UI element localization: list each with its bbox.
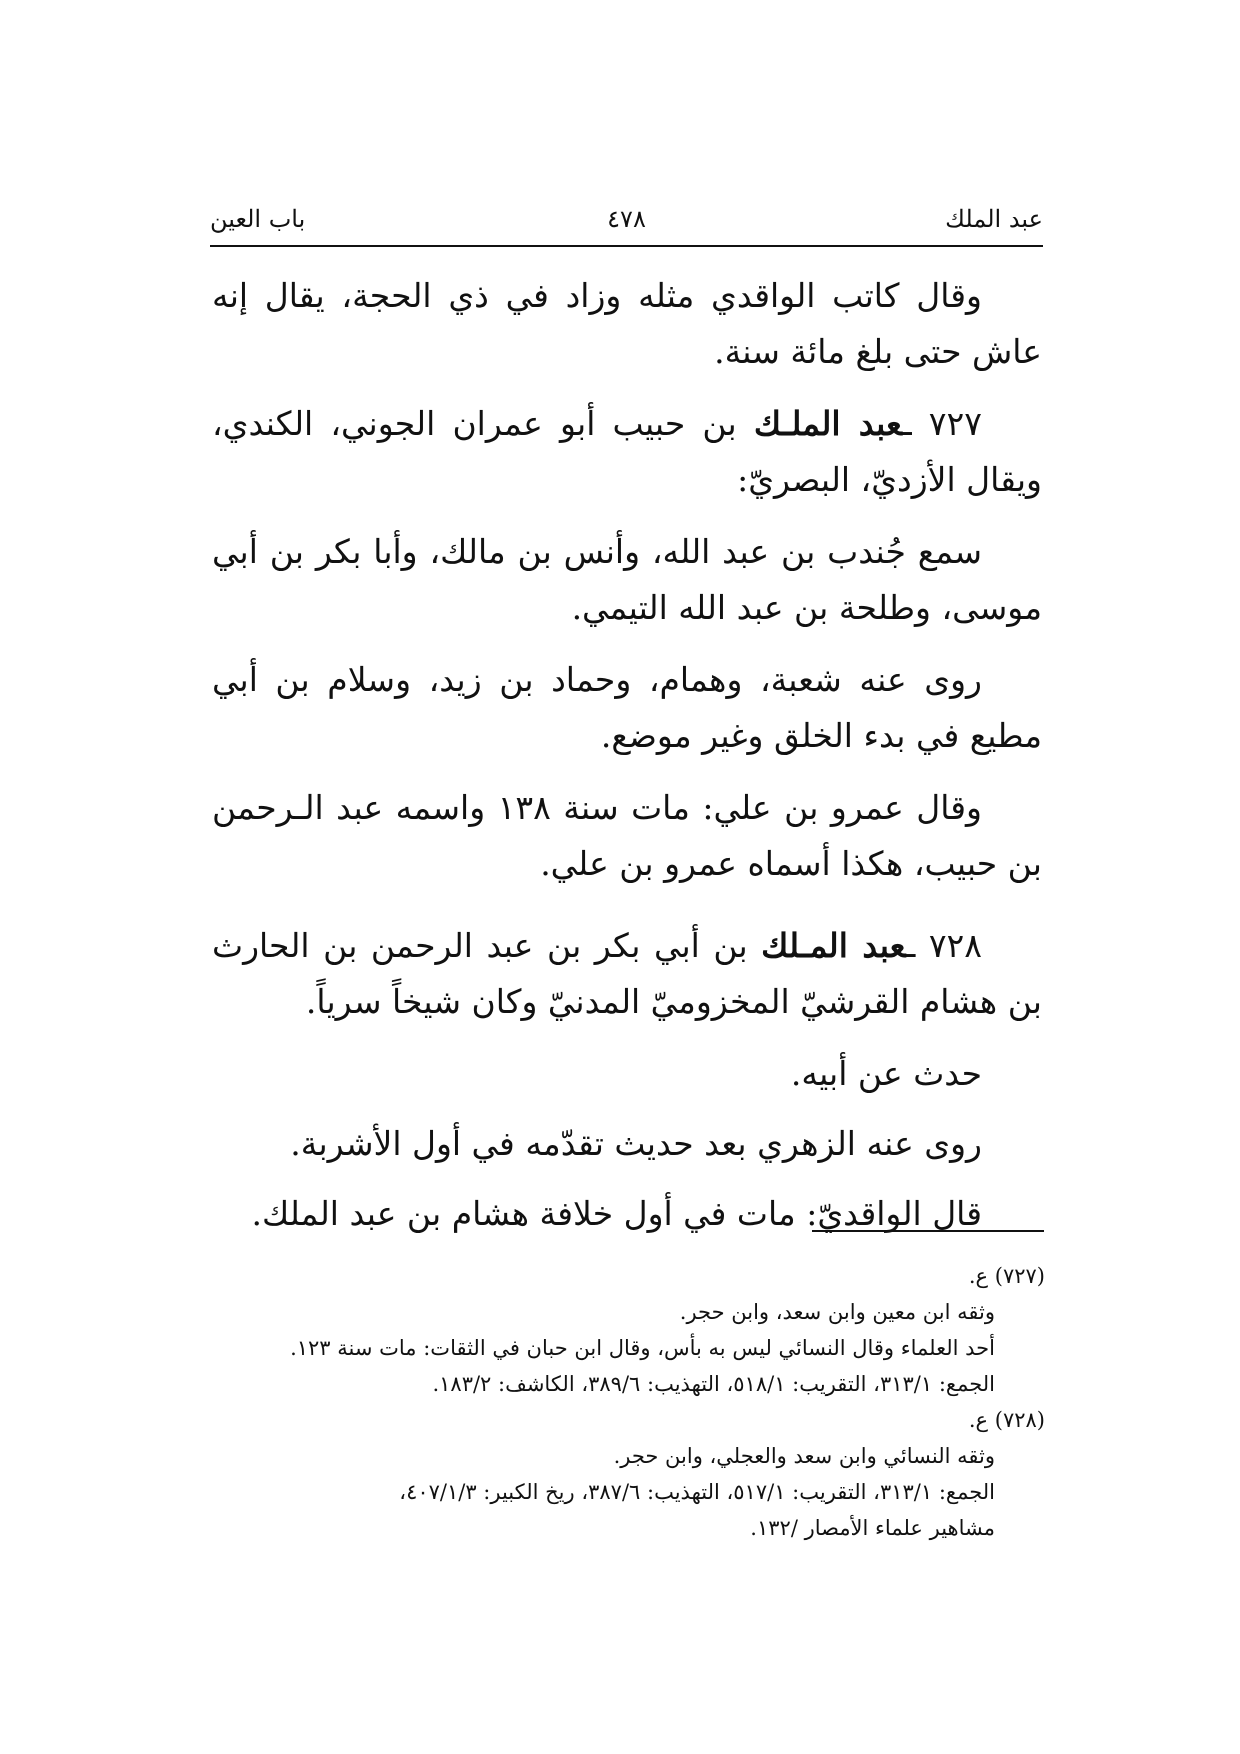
footnote-line: مشاهير علماء الأمصار /١٣٢.: [750, 1516, 995, 1540]
header-section-title: عبد الملك: [945, 205, 1043, 233]
entry-728-heading: [212, 918, 1042, 1030]
footnote-separator: [812, 1230, 1044, 1232]
entry-lineage: بن أبي بكر بن عبد الرحمن بن الحارث بن هشام القرشيّ المخزوميّ المدنيّ وكان شيخاً سرياً.: [212, 926, 1042, 1021]
entry-number: ٧٢٨ ـ: [905, 926, 982, 965]
paragraph-kateb-waqidi: وقال كاتب الواقدي مثله وزاد في ذي الحجة، يقال إنه عاش حتى بلغ مائة سنة.: [212, 276, 1042, 371]
footnote-728-head: (٧٢٨) ع.: [968, 1408, 1045, 1432]
entry-name: عبد الملـك: [753, 404, 902, 443]
paragraph-heard-from: سمع جُندب بن عبد الله، وأنس بن مالك، وأبا بكر بن أبي موسى، وطلحة بن عبد الله التيمي.: [212, 532, 1042, 627]
running-header: [210, 205, 1043, 247]
paragraph-narrated-from-father: حدث عن أبيه.: [790, 1054, 982, 1093]
entry-name: عبد المـلك: [761, 926, 906, 965]
paragraph-waqidi-death: قال الواقديّ: مات في أول خلافة هشام بن عبد الملك.: [251, 1194, 982, 1233]
footnote-line: وثقه ابن معين وابن سعد، وابن حجر.: [679, 1300, 995, 1324]
footnote-line: الجمع: ٣١٣/١، التقريب: ٥١٨/١، التهذيب: ٣٨٩/٦، الكاشف: ١٨٣/٢.: [432, 1372, 995, 1396]
entry-number: ٧٢٧ ـ: [901, 404, 982, 443]
main-text: [212, 268, 1042, 1256]
footnote-line: أحد العلماء وقال النسائي ليس به بأس، وقال ابن حبان في الثقات: مات سنة ١٢٣.: [290, 1336, 995, 1360]
footnote-727-head: (٧٢٧) ع.: [968, 1264, 1045, 1288]
entry-727-heading: [212, 396, 1042, 508]
header-chapter-title: باب العين: [210, 205, 306, 233]
entry-lineage: بن حبيب أبو عمران الجوني، الكندي، ويقال الأزديّ، البصريّ:: [212, 404, 1042, 499]
footnote-line: الجمع: ٣١٣/١، التقريب: ٥١٧/١، التهذيب: ٣٨٧/٦، ريخ الكبير: ٤٠٧/١/٣،: [399, 1480, 995, 1504]
footnote-line: وثقه النسائي وابن سعد والعجلي، وابن حجر.: [613, 1444, 995, 1468]
page-number: ٤٧٨: [607, 205, 646, 233]
paragraph-death-date: وقال عمرو بن علي: مات سنة ١٣٨ واسمه عبد الـرحمن بن حبيب، هكذا أسماه عمرو بن علي.: [212, 788, 1042, 883]
paragraph-zuhri: روى عنه الزهري بعد حديث تقدّمه في أول الأشربة.: [290, 1124, 982, 1163]
footnotes: [215, 1258, 1045, 1546]
paragraph-narrated-by: روى عنه شعبة، وهمام، وحماد بن زيد، وسلام بن أبي مطيع في بدء الخلق وغير موضع.: [212, 660, 1042, 755]
